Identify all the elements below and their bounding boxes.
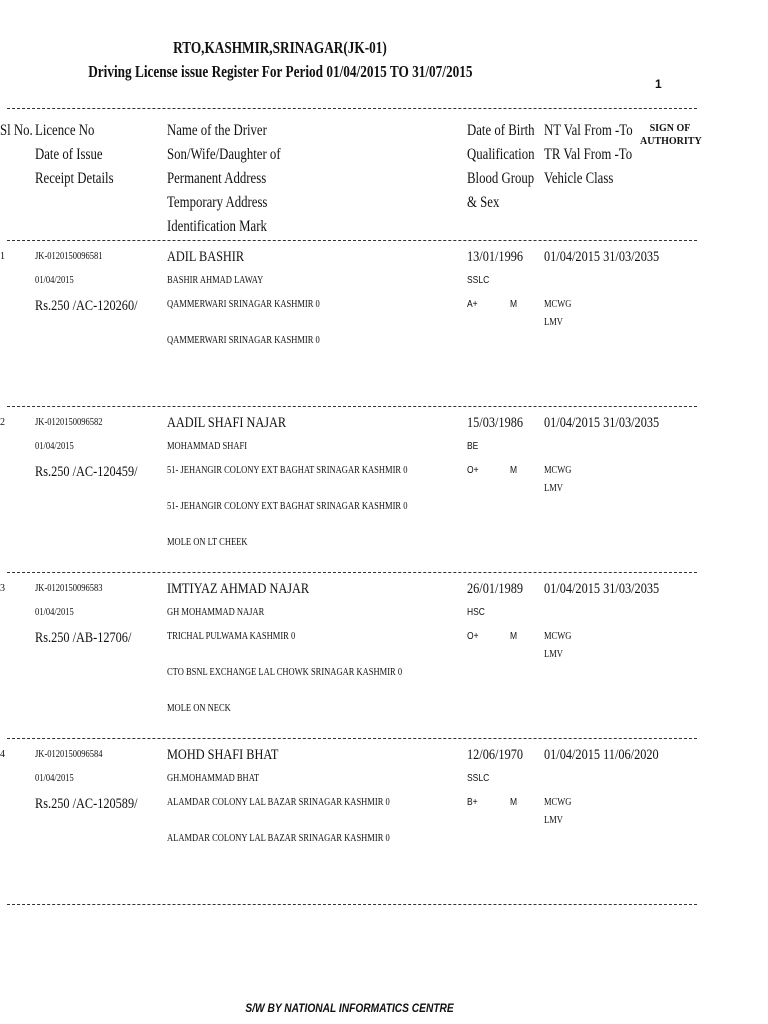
issue-date: 01/04/2015 [35, 441, 74, 452]
col-driver: Name of the Driver Son/Wife/Daughter of Permanent Address Temporary Address Identification Mark [167, 122, 281, 235]
divider-record-1 [7, 406, 697, 407]
driver-name: MOHD SHAFI BHAT [167, 747, 279, 763]
permanent-address: 51- JEHANGIR COLONY EXT BAGHAT SRINAGAR KASHMIR 0 [167, 465, 408, 476]
sex: M [510, 631, 518, 642]
vehicle-class-2: LMV [544, 649, 563, 660]
date-of-birth: 12/06/1970 [467, 747, 524, 763]
qualification: HSC [467, 607, 485, 618]
permanent-address: QAMMERWARI SRINAGAR KASHMIR 0 [167, 299, 320, 310]
vehicle-class-2: LMV [544, 317, 563, 328]
licence-no: JK-0120150096584 [35, 749, 103, 760]
nt-validity: 01/04/2015 31/03/2035 [544, 415, 660, 431]
vehicle-class-1: MCWG [544, 797, 572, 808]
qualification: BE [467, 441, 479, 452]
qualification: SSLC [467, 773, 490, 784]
vehicle-class-1: MCWG [544, 465, 572, 476]
vehicle-class-2: LMV [544, 815, 563, 826]
footer-credit: S/W BY NATIONAL INFORMATICS CENTRE [245, 1001, 455, 1015]
col-licence: Licence No Date of Issue Receipt Details [35, 122, 114, 187]
licence-no: JK-0120150096582 [35, 417, 103, 428]
vehicle-class-2: LMV [544, 483, 563, 494]
divider-record-3 [7, 738, 697, 739]
divider-header [7, 240, 697, 241]
identification-mark: MOLE ON LT CHEEK [167, 537, 248, 548]
temporary-address: QAMMERWARI SRINAGAR KASHMIR 0 [167, 335, 320, 346]
receipt-details: Rs.250 /AC-120260/ [35, 298, 138, 314]
temporary-address: ALAMDAR COLONY LAL BAZAR SRINAGAR KASHMIR 0 [167, 833, 390, 844]
col-validity: NT Val From -To TR Val From -To Vehicle Class [544, 122, 633, 187]
sex: M [510, 465, 518, 476]
receipt-details: Rs.250 /AC-120589/ [35, 796, 138, 812]
page-number: 1 [655, 77, 662, 91]
col-sl-no: Sl No. [0, 122, 33, 139]
register-title: Driving License issue Register For Period 01/04/2015 TO 31/07/2015 [87, 62, 473, 81]
receipt-details: Rs.250 /AB-12706/ [35, 630, 132, 646]
record-sl: 3 [0, 583, 5, 594]
record-sl: 2 [0, 417, 5, 428]
vehicle-class-1: MCWG [544, 299, 572, 310]
licence-no: JK-0120150096583 [35, 583, 103, 594]
record-sl: 1 [0, 251, 5, 262]
relation-name: GH.MOHAMMAD BHAT [167, 773, 260, 784]
issue-date: 01/04/2015 [35, 607, 74, 618]
record-sl: 4 [0, 749, 5, 760]
date-of-birth: 13/01/1996 [467, 249, 524, 265]
relation-name: GH MOHAMMAD NAJAR [167, 607, 265, 618]
nt-validity: 01/04/2015 31/03/2035 [544, 581, 660, 597]
divider-record-2 [7, 572, 697, 573]
sex: M [510, 299, 518, 310]
divider-bottom [7, 904, 697, 905]
relation-name: BASHIR AHMAD LAWAY [167, 275, 264, 286]
temporary-address: CTO BSNL EXCHANGE LAL CHOWK SRINAGAR KASHMIR 0 [167, 667, 403, 678]
office-title: RTO,KASHMIR,SRINAGAR(JK-01) [173, 38, 387, 57]
licence-no: JK-0120150096581 [35, 251, 103, 262]
permanent-address: TRICHAL PULWAMA KASHMIR 0 [167, 631, 296, 642]
col-dob: Date of Birth Qualification Blood Group & Sex [467, 122, 535, 211]
nt-validity: 01/04/2015 11/06/2020 [544, 747, 659, 763]
identification-mark: MOLE ON NECK [167, 703, 231, 714]
receipt-details: Rs.250 /AC-120459/ [35, 464, 138, 480]
qualification: SSLC [467, 275, 490, 286]
temporary-address: 51- JEHANGIR COLONY EXT BAGHAT SRINAGAR KASHMIR 0 [167, 501, 408, 512]
driver-name: AADIL SHAFI NAJAR [167, 415, 287, 431]
divider-top [7, 108, 697, 109]
blood-group: O+ [467, 465, 479, 476]
blood-group: A+ [467, 299, 478, 310]
driver-name: IMTIYAZ AHMAD NAJAR [167, 581, 310, 597]
issue-date: 01/04/2015 [35, 773, 74, 784]
date-of-birth: 15/03/1986 [467, 415, 524, 431]
vehicle-class-1: MCWG [544, 631, 572, 642]
driver-name: ADIL BASHIR [167, 249, 245, 265]
blood-group: O+ [467, 631, 479, 642]
blood-group: B+ [467, 797, 478, 808]
permanent-address: ALAMDAR COLONY LAL BAZAR SRINAGAR KASHMIR 0 [167, 797, 390, 808]
sex: M [510, 797, 518, 808]
issue-date: 01/04/2015 [35, 275, 74, 286]
date-of-birth: 26/01/1989 [467, 581, 524, 597]
nt-validity: 01/04/2015 31/03/2035 [544, 249, 660, 265]
relation-name: MOHAMMAD SHAFI [167, 441, 248, 452]
col-sign-authority: SIGN OF AUTHORITY [640, 123, 702, 147]
